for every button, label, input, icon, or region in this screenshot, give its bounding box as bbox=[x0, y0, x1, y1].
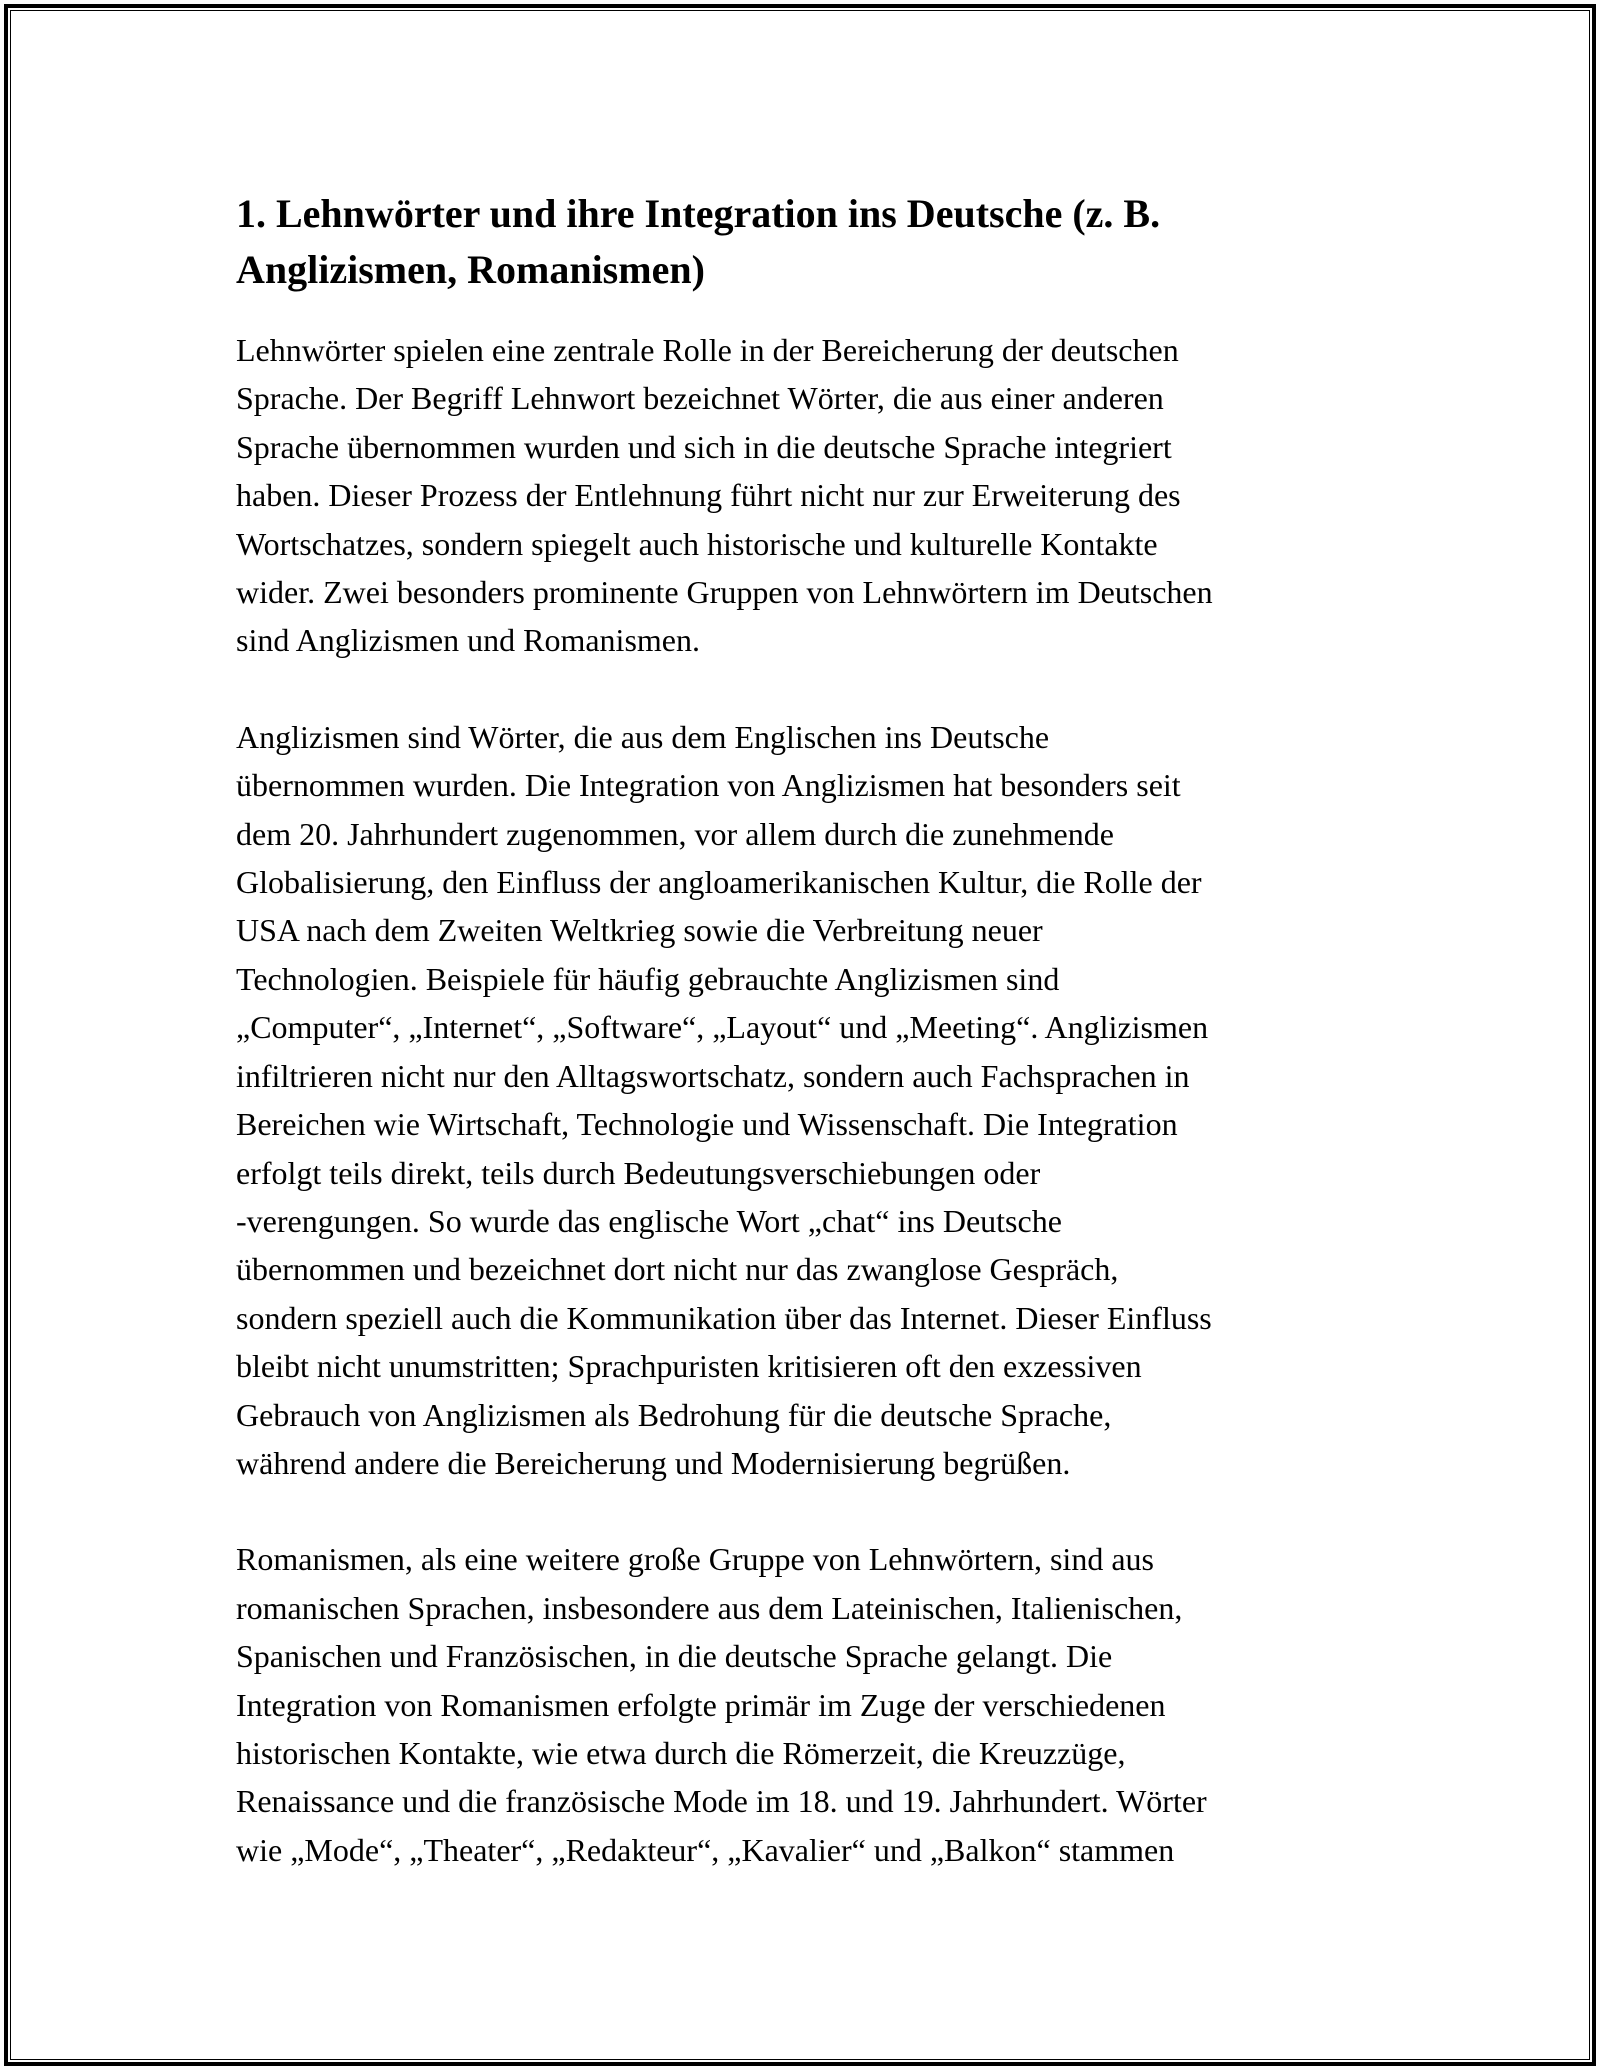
section-heading bbox=[236, 186, 1364, 298]
heading-line: Anglizismen, Romanismen) bbox=[236, 247, 705, 292]
text-line: infiltrieren nicht nur den Alltagswortschatz, sondern auch Fachsprachen in bbox=[236, 1057, 1190, 1094]
text-line: Romanismen, als eine weitere große Gruppe von Lehnwörtern, sind aus bbox=[236, 1541, 1154, 1578]
text-line: Renaissance und die französische Mode im 18. und 19. Jahrhundert. Wörter bbox=[236, 1783, 1207, 1820]
text-line: Bereichen wie Wirtschaft, Technologie und Wissenschaft. Die Integration bbox=[236, 1106, 1178, 1143]
text-line: Integration von Romanismen erfolgte primär im Zuge der verschiedenen bbox=[236, 1686, 1166, 1723]
text-line: Sprache übernommen wurden und sich in die deutsche Sprache integriert bbox=[236, 428, 1172, 465]
text-line: Sprache. Der Begriff Lehnwort bezeichnet Wörter, die aus einer anderen bbox=[236, 380, 1164, 417]
text-line: romanischen Sprachen, insbesondere aus dem Lateinischen, Italienischen, bbox=[236, 1589, 1183, 1626]
text-line: Spanischen und Französischen, in die deutsche Sprache gelangt. Die bbox=[236, 1638, 1113, 1675]
text-line: „Computer“, „Internet“, „Software“, „Layout“ und „Meeting“. Anglizismen bbox=[236, 1009, 1209, 1046]
document-body bbox=[236, 186, 1364, 1922]
text-line: Gebrauch von Anglizismen als Bedrohung für die deutsche Sprache, bbox=[236, 1396, 1112, 1433]
text-line: bleibt nicht unumstritten; Sprachpuristen kritisieren oft den exzessiven bbox=[236, 1348, 1142, 1385]
text-line: erfolgt teils direkt, teils durch Bedeutungsverschiebungen oder bbox=[236, 1154, 1041, 1191]
text-line: -verengungen. So wurde das englische Wort „chat“ ins Deutsche bbox=[236, 1202, 1062, 1239]
text-line: sind Anglizismen und Romanismen. bbox=[236, 622, 700, 659]
heading-line: 1. Lehnwörter und ihre Integration ins Deutsche (z. B. bbox=[236, 191, 1161, 236]
paragraph-anglizismen bbox=[236, 713, 1364, 1488]
paragraph-intro bbox=[236, 326, 1364, 665]
text-line: übernommen wurden. Die Integration von Anglizismen hat besonders seit bbox=[236, 767, 1181, 804]
text-line: Anglizismen sind Wörter, die aus dem Englischen ins Deutsche bbox=[236, 718, 1050, 755]
text-line: Globalisierung, den Einfluss der angloamerikanischen Kultur, die Rolle der bbox=[236, 864, 1202, 901]
paragraph-romanismen bbox=[236, 1535, 1364, 1874]
text-line: übernommen und bezeichnet dort nicht nur das zwanglose Gespräch, bbox=[236, 1251, 1119, 1288]
text-line: dem 20. Jahrhundert zugenommen, vor allem durch die zunehmende bbox=[236, 815, 1114, 852]
text-line: sondern speziell auch die Kommunikation über das Internet. Dieser Einfluss bbox=[236, 1299, 1212, 1336]
text-line: während andere die Bereicherung und Modernisierung begrüßen. bbox=[236, 1444, 1071, 1481]
text-line: Technologien. Beispiele für häufig gebrauchte Anglizismen sind bbox=[236, 960, 1060, 997]
text-line: historischen Kontakte, wie etwa durch die Römerzeit, die Kreuzzüge, bbox=[236, 1734, 1126, 1771]
text-line: USA nach dem Zweiten Weltkrieg sowie die Verbreitung neuer bbox=[236, 912, 1043, 949]
text-line: haben. Dieser Prozess der Entlehnung führt nicht nur zur Erweiterung des bbox=[236, 477, 1181, 514]
text-line: wie „Mode“, „Theater“, „Redakteur“, „Kavalier“ und „Balkon“ stammen bbox=[236, 1831, 1175, 1868]
text-line: wider. Zwei besonders prominente Gruppen von Lehnwörtern im Deutschen bbox=[236, 574, 1213, 611]
text-line: Lehnwörter spielen eine zentrale Rolle in der Bereicherung der deutschen bbox=[236, 332, 1179, 368]
text-line: Wortschatzes, sondern spiegelt auch historische und kulturelle Kontakte bbox=[236, 525, 1158, 562]
